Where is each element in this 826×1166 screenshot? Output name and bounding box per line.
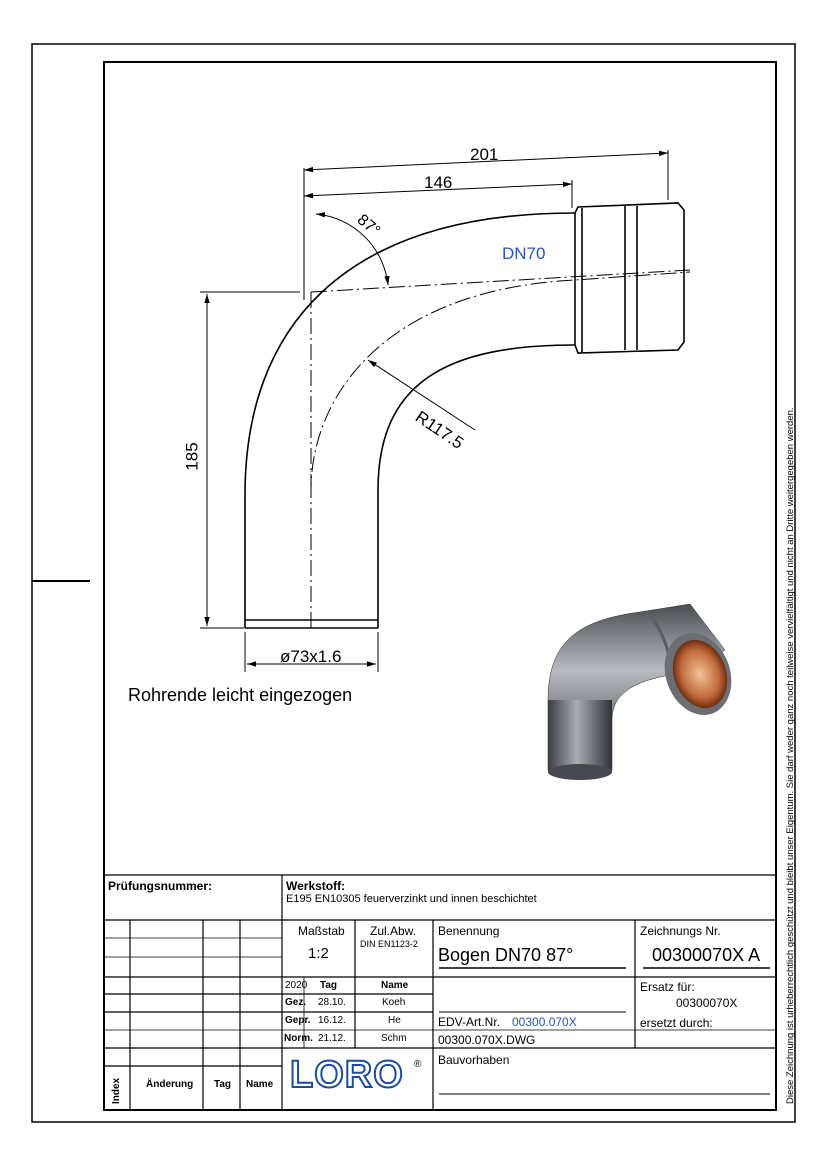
ersatz-label: Ersatz für:	[640, 980, 695, 994]
row-norm-name: Schm	[381, 1033, 407, 1044]
registered-mark: ®	[414, 1059, 422, 1070]
dimensions	[200, 150, 668, 672]
row-gepr-name: He	[388, 1015, 401, 1026]
dwg-filename: 00300.070X.DWG	[438, 1033, 536, 1047]
row-norm-tag: 21.12.	[318, 1033, 346, 1044]
pruefnummer-label: Prüfungsnummer:	[108, 879, 213, 893]
dim-146: 146	[424, 173, 453, 192]
loro-logo	[290, 1054, 426, 1096]
row-gez-tag: 28.10.	[318, 997, 346, 1008]
year: 2020	[285, 980, 308, 991]
zeichnungsnr-value: 00300070X A	[652, 945, 761, 965]
height-label: 185	[182, 442, 202, 471]
rev-index-label: Index	[111, 1077, 122, 1104]
row-gepr-label: Gepr.	[285, 1015, 311, 1026]
zeichnungsnr-label: Zeichnungs Nr.	[640, 924, 721, 938]
werkstoff-label: Werkstoff:	[286, 879, 346, 893]
tag-header: Tag	[320, 980, 338, 991]
benennung-label: Benennung	[438, 924, 500, 938]
diameter-label: ø73x1.6	[280, 647, 342, 666]
dim-201: 201	[470, 145, 499, 164]
row-gez-label: Gez.	[285, 997, 307, 1008]
pipe-3d-render	[548, 604, 742, 780]
zulabw-value: DIN EN1123-2	[360, 939, 418, 949]
benennung-value: Bogen DN70 87°	[438, 945, 574, 965]
massstab-value: 1:2	[308, 945, 329, 962]
row-norm-label: Norm.	[284, 1033, 313, 1044]
ersetzt-label: ersetzt durch:	[640, 1016, 713, 1030]
rev-tag-label: Tag	[214, 1079, 232, 1090]
name-header: Name	[381, 980, 409, 991]
center-lines	[311, 270, 690, 628]
rev-aenderung-label: Änderung	[146, 1079, 194, 1090]
copyright-note: Diese Zeichnung ist urheberrechtlich geschützt und bleibt unser Eigentum. Sie darf weder ganz noch teilweise vervielfältigt und nicht an Dritte weitergegeben werden.	[785, 407, 796, 1104]
nominal-size-label: DN70	[502, 244, 546, 263]
row-gez-name: Koeh	[382, 997, 406, 1008]
bauvorhaben-label: Bauvorhaben	[438, 1053, 510, 1067]
radius-label: R117.5	[411, 407, 467, 453]
logo-text: LORO	[290, 1054, 404, 1096]
ersatz-value: 00300070X	[676, 996, 738, 1010]
zulabw-label: Zul.Abw.	[370, 924, 417, 938]
edv-label: EDV-Art.Nr.	[438, 1015, 501, 1029]
row-gepr-tag: 16.12.	[318, 1015, 346, 1026]
rev-name-label: Name	[246, 1079, 274, 1090]
angle-label: 87°	[353, 211, 384, 240]
pipe-end-note: Rohrende leicht eingezogen	[128, 685, 353, 705]
edv-value: 00300.070X	[512, 1015, 577, 1029]
werkstoff-value: E195 EN10305 feuerverzinkt und innen beschichtet	[286, 893, 537, 905]
massstab-label: Maßstab	[298, 924, 345, 938]
